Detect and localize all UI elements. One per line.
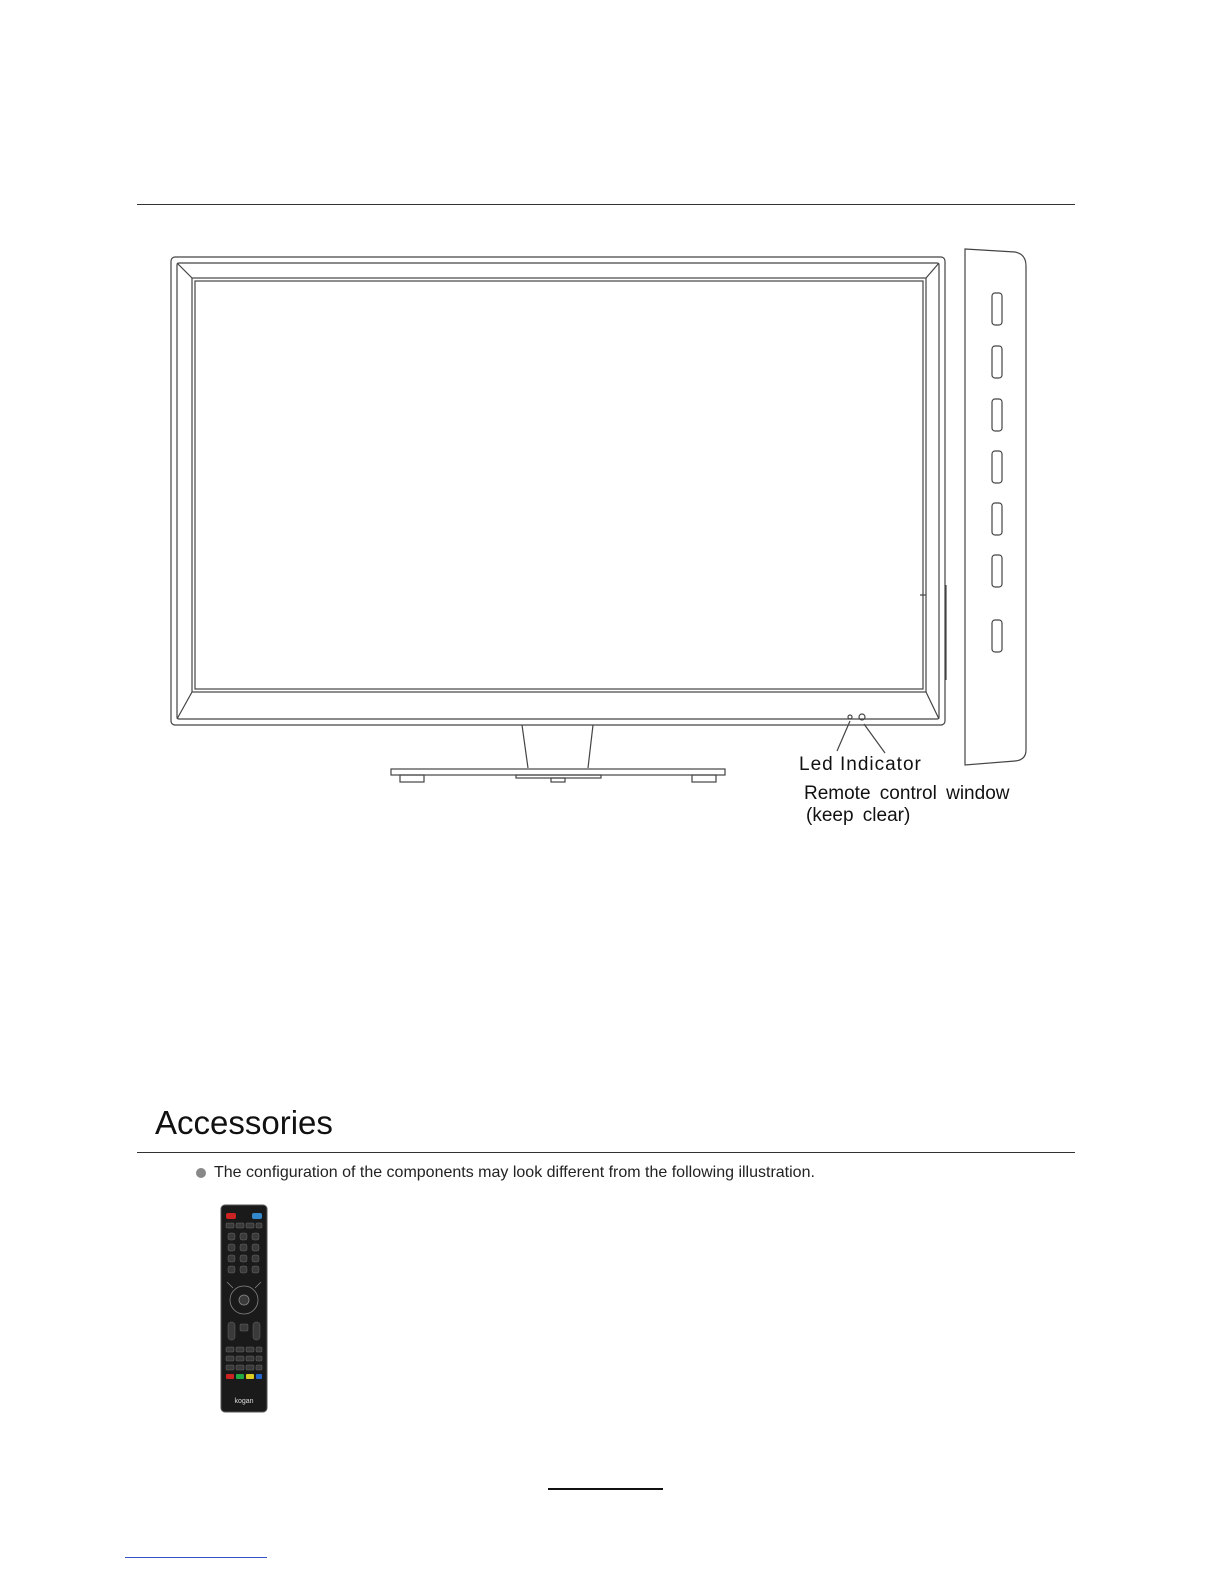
function-keys — [226, 1347, 262, 1370]
accessories-note-text: The configuration of the components may look different from the following illustration. — [214, 1164, 815, 1181]
remote-brand-logo: kogan — [234, 1398, 254, 1405]
tv-stand-base — [391, 769, 725, 775]
mute-button — [252, 1213, 262, 1219]
led-dot — [848, 715, 852, 719]
remote-window-label: Remote control window — [804, 783, 1010, 804]
remote-window-keep-clear-label: (keep clear) — [806, 805, 911, 826]
remote-control-drawing — [219, 1204, 269, 1414]
power-button — [226, 1213, 236, 1219]
accessories-note — [196, 1164, 815, 1182]
tv-screen — [192, 278, 926, 692]
led-indicator-label: Led Indicator — [799, 754, 922, 775]
top-divider — [137, 204, 1075, 205]
bullet-icon — [196, 1168, 206, 1178]
side-buttons — [992, 293, 1002, 652]
tv-front-and-side-drawing — [160, 240, 1040, 840]
accessories-divider — [137, 1152, 1075, 1153]
tv-bezel — [171, 257, 945, 725]
tv-side-view — [965, 249, 1026, 765]
page-number-line — [548, 1488, 663, 1490]
accessories-heading: Accessories — [155, 1104, 333, 1141]
footer-link-underline[interactable] — [125, 1557, 267, 1558]
